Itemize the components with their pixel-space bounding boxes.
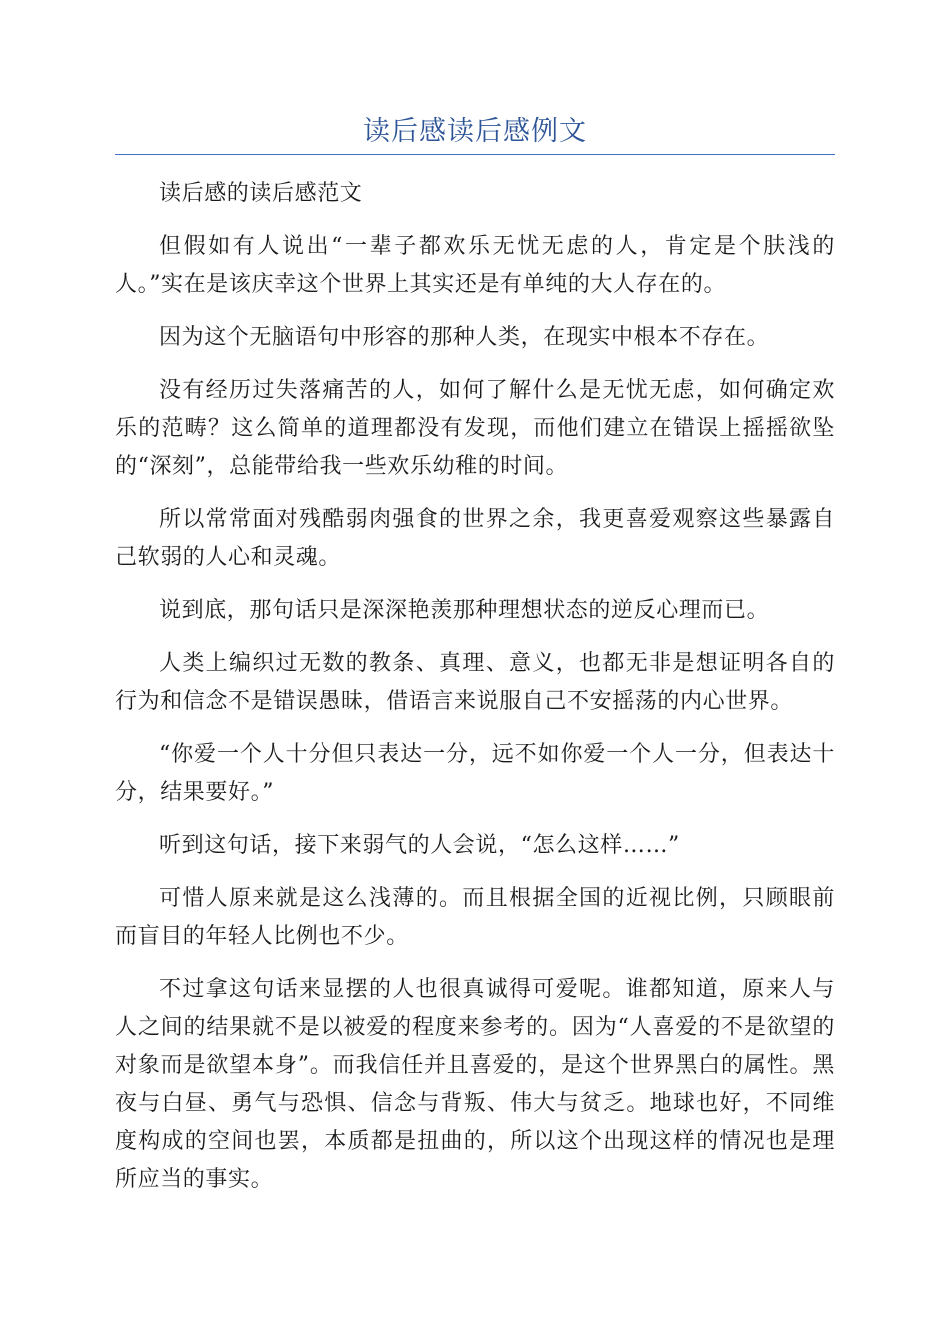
paragraph: 人类上编织过无数的教条、真理、意义，也都无非是想证明各自的行为和信念不是错误愚昧，借语言来说服自己不安摇荡的内心世界。 bbox=[115, 651, 835, 714]
paragraph: 听到这句话，接下来弱气的人会说，“怎么这样……” bbox=[159, 833, 680, 858]
paragraph: 读后感的读后感范文 bbox=[159, 181, 363, 206]
paragraph: 可惜人原来就是这么浅薄的。而且根据全国的近视比例，只顾眼前而盲目的年轻人比例也不少。 bbox=[115, 886, 835, 949]
paragraph: 因为这个无脑语句中形容的那种人类，在现实中根本不存在。 bbox=[159, 325, 770, 350]
document-body bbox=[115, 175, 835, 1214]
paragraph: 说到底，那句话只是深深艳羡那种理想状态的逆反心理而已。 bbox=[159, 598, 770, 623]
paragraph: 所以常常面对残酷弱肉强食的世界之余，我更喜爱观察这些暴露自己软弱的人心和灵魂。 bbox=[115, 507, 835, 570]
document-title: 读后感读后感例文 bbox=[363, 116, 587, 147]
paragraph: 不过拿这句话来显摆的人也很真诚得可爱呢。谁都知道，原来人与人之间的结果就不是以被爱的程度来参考的。因为“人喜爱的不是欲望的对象而是欲望本身”。而我信任并且喜爱的，是这个世界黑白的属性。黑夜与白昼、勇气与恐惧、信念与背叛、伟大与贫乏。地球也好，不同维度构成的空间也罢，本质都是扭曲的，所以这个出现这样的情况也是理所应当的事实。 bbox=[115, 977, 835, 1192]
title-underline bbox=[115, 154, 835, 155]
paragraph: “你爱一个人十分但只表达一分，远不如你爱一个人一分，但表达十分，结果要好。” bbox=[115, 742, 835, 805]
paragraph: 但假如有人说出“一辈子都欢乐无忧无虑的人，肯定是个肤浅的人。”实在是该庆幸这个世界上其实还是有单纯的大人存在的。 bbox=[115, 234, 835, 297]
paragraph: 没有经历过失落痛苦的人，如何了解什么是无忧无虑，如何确定欢乐的范畴？这么简单的道理都没有发现，而他们建立在错误上摇摇欲坠的“深刻”，总能带给我一些欢乐幼稚的时间。 bbox=[115, 378, 835, 479]
